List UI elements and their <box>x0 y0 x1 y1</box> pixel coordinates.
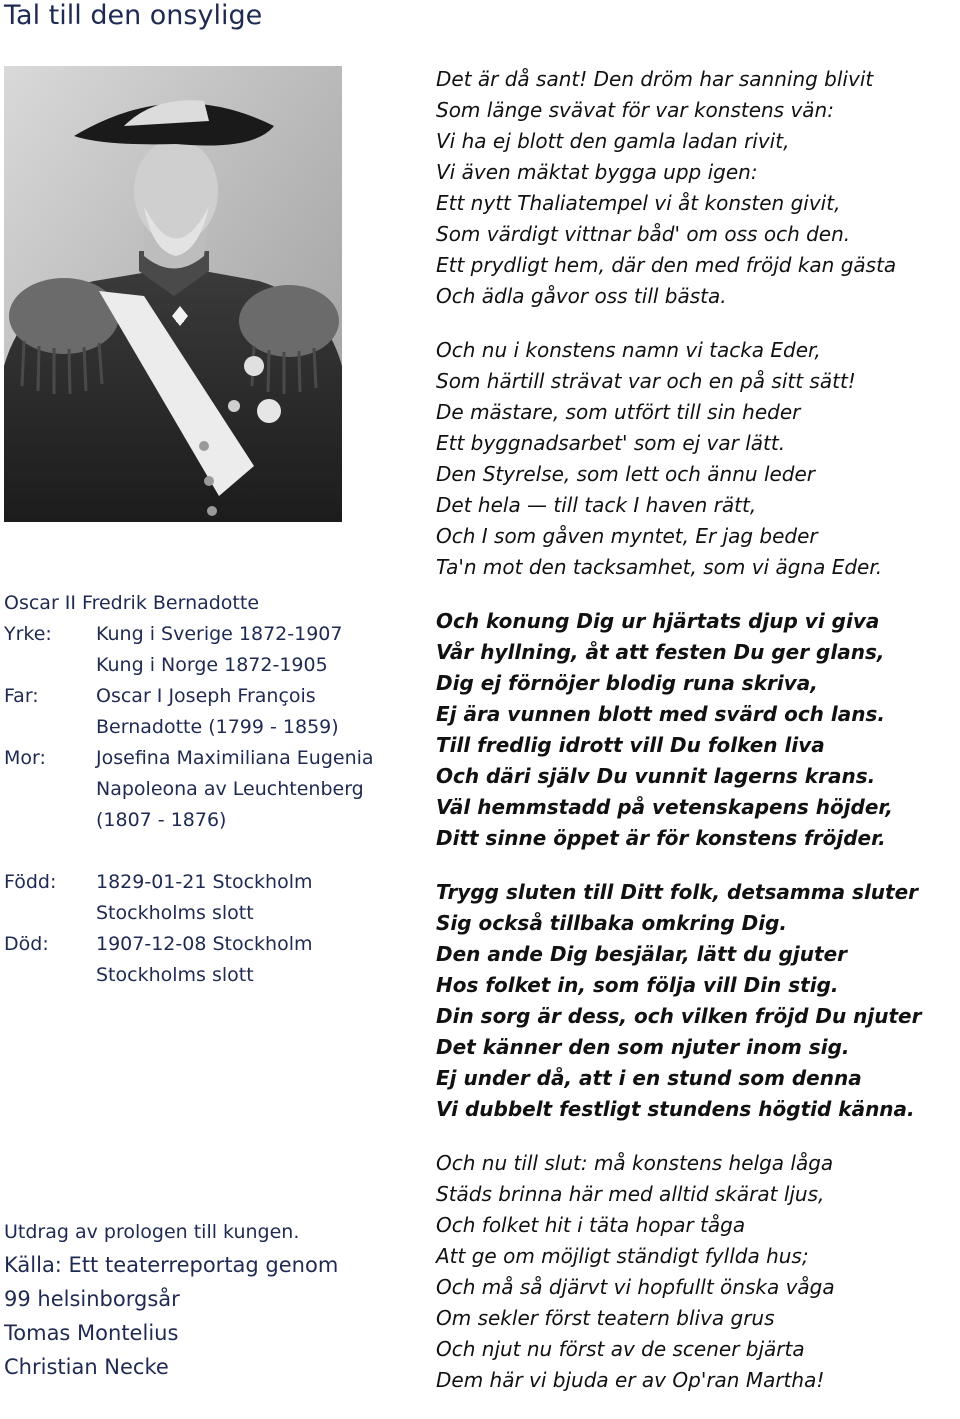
poem-line: Det hela — till tack I haven rätt, <box>436 493 757 517</box>
poem-line: Om sekler först teatern bliva grus <box>436 1306 775 1330</box>
poem-line: Ett prydligt hem, där den med fröjd kan gästa <box>436 253 897 277</box>
mother-line: Napoleona av Leuchtenberg <box>96 778 364 800</box>
person-info <box>4 588 414 991</box>
died-line: 1907-12-08 Stockholm <box>96 933 313 955</box>
poem-line: Ta'n mot den tacksamhet, som vi ägna Eder. <box>436 555 883 579</box>
poem-line: Och folket hit i täta hopar tåga <box>436 1213 746 1237</box>
poem-line: Hos folket in, som följa vill Din stig. <box>436 973 839 997</box>
mother-label: Mor: <box>4 747 46 769</box>
poem-line: Sig också tillbaka omkring Dig. <box>436 911 787 935</box>
poem-line: Som värdigt vittnar båd' om oss och den. <box>436 222 851 246</box>
poem-line: Det är då sant! Den dröm har sanning blivit <box>436 67 874 91</box>
info-row-father <box>4 681 414 743</box>
died-label: Död: <box>4 933 49 955</box>
poem-line: Som härtill strävat var och en på sitt sätt! <box>436 369 856 393</box>
poem-stanza <box>436 877 960 1125</box>
source-author: Christian Necke <box>4 1355 169 1379</box>
info-row-died <box>4 929 414 991</box>
person-name: Oscar II Fredrik Bernadotte <box>4 592 260 614</box>
mother-value <box>96 743 414 836</box>
poem-stanza <box>436 1148 960 1396</box>
page-title: Tal till den onsylige <box>4 0 263 31</box>
born-line: 1829-01-21 Stockholm <box>96 871 313 893</box>
poem-line: Och må så djärvt vi hopfullt önska våga <box>436 1275 835 1299</box>
source-author: Tomas Montelius <box>4 1321 179 1345</box>
father-line: Bernadotte (1799 - 1859) <box>96 716 339 738</box>
died-value <box>96 929 414 991</box>
poem-stanza <box>436 606 960 854</box>
poem-line: Trygg sluten till Ditt folk, detsamma sluter <box>436 880 919 904</box>
poem-line: De mästare, som utfört till sin heder <box>436 400 801 424</box>
father-label: Far: <box>4 685 39 707</box>
father-value <box>96 681 414 743</box>
portrait-photo <box>4 66 342 522</box>
info-row-born <box>4 867 414 929</box>
portrait-image <box>4 66 342 522</box>
poem-line: Vi ha ej blott den gamla ladan rivit, <box>436 129 790 153</box>
poem-line: Ej ära vunnen blott med svärd och lans. <box>436 702 885 726</box>
source-note <box>4 1216 414 1384</box>
poem-stanza <box>436 335 960 583</box>
poem-line: Dig ej förnöjer blodig runa skriva, <box>436 671 818 695</box>
poem-line: Och njut nu först av de scener bjärta <box>436 1337 805 1361</box>
mother-line: Josefina Maximiliana Eugenia <box>96 747 374 769</box>
poem-line: Att ge om möjligt ständigt fyllda hus; <box>436 1244 809 1268</box>
mother-line: (1807 - 1876) <box>96 809 227 831</box>
father-line: Oscar I Joseph François <box>96 685 316 707</box>
poem-line: Dem här vi bjuda er av Op'ran Martha! <box>436 1368 825 1392</box>
poem-line: Vår hyllning, åt att festen Du ger glans, <box>436 640 885 664</box>
born-line: Stockholms slott <box>96 902 254 924</box>
poem-line: Och nu i konstens namn vi tacka Eder, <box>436 338 821 362</box>
born-label: Född: <box>4 871 57 893</box>
poem-line: Och I som gåven myntet, Er jag beder <box>436 524 818 548</box>
occupation-label: Yrke: <box>4 623 52 645</box>
excerpt-note: Utdrag av prologen till kungen. <box>4 1221 300 1243</box>
poem-line: Städs brinna här med alltid skärat ljus, <box>436 1182 825 1206</box>
poem-line: Ditt sinne öppet är för konstens fröjder. <box>436 826 886 850</box>
poem-line: Och ädla gåvor oss till bästa. <box>436 284 727 308</box>
poem-line: Och nu till slut: må konstens helga låga <box>436 1151 834 1175</box>
person-name-row <box>4 588 414 619</box>
info-row-occupation <box>4 619 414 681</box>
source-line: Källa: Ett teaterreportag genom <box>4 1253 339 1277</box>
occupation-line: Kung i Norge 1872-1905 <box>96 654 328 676</box>
poem-line: Som länge svävat för var konstens vän: <box>436 98 834 122</box>
spacer <box>4 836 414 867</box>
poem-line: Den ande Dig besjälar, lätt du gjuter <box>436 942 848 966</box>
poem-line: Vi även mäktat bygga upp igen: <box>436 160 758 184</box>
poem-line: Vi dubbelt festligt stundens högtid känna. <box>436 1097 915 1121</box>
poem-text <box>436 64 960 1419</box>
poem-line: Till fredlig idrott vill Du folken liva <box>436 733 825 757</box>
occupation-value <box>96 619 414 681</box>
poem-line: Och däri själv Du vunnit lagerns krans. <box>436 764 876 788</box>
poem-line: Väl hemmstadd på vetenskapens höjder, <box>436 795 893 819</box>
poem-line: Ett byggnadsarbet' som ej var lätt. <box>436 431 786 455</box>
poem-line: Och konung Dig ur hjärtats djup vi giva <box>436 609 880 633</box>
poem-line: Det känner den som njuter inom sig. <box>436 1035 850 1059</box>
poem-line: Ej under då, att i en stund som denna <box>436 1066 862 1090</box>
info-row-mother <box>4 743 414 836</box>
poem-line: Din sorg är dess, och vilken fröjd Du njuter <box>436 1004 922 1028</box>
died-line: Stockholms slott <box>96 964 254 986</box>
poem-line: Ett nytt Thaliatempel vi åt konsten givit, <box>436 191 841 215</box>
occupation-line: Kung i Sverige 1872-1907 <box>96 623 343 645</box>
poem-stanza <box>436 64 960 312</box>
born-value <box>96 867 414 929</box>
source-line: 99 helsinborgsår <box>4 1287 180 1311</box>
poem-line: Den Styrelse, som lett och ännu leder <box>436 462 816 486</box>
